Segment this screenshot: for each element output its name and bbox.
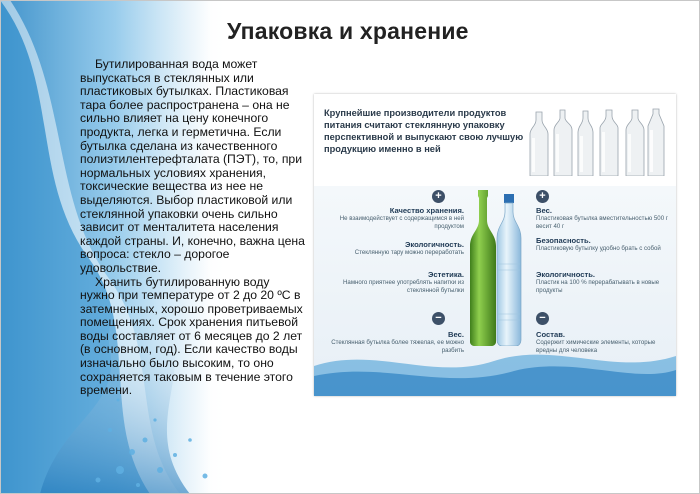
item-description: Содержит химические элементы, которые вредны для человека	[536, 339, 656, 354]
infographic-header: Крупнейшие производители продуктов питания считают стеклянную упаковку перспективной и выпускают свою лучшую продукцию именно в ней	[324, 108, 524, 154]
paragraph-packaging: Бутилированная вода может выпускаться в стеклянных или пластиковых бутылках. Пластиковая тара более распространена – она не сильно влияет на цену конечного продукта, легка и герметична. Если бутылка сделана из качественного полиэтилентерефталата (ПЭТ), то, при нормальных условиях хранения, токсические вещества из нее не выделяются. Выбор пластиковой или стеклянной упаковки очень сильно зависит от менталитета населения каждой страны. И, конечно, важна цена вопроса: стекло – дорогое удовольствие.	[80, 57, 305, 275]
item-title: Безопасность.	[536, 236, 591, 245]
plastic-bottle-image	[496, 194, 522, 346]
glass-cons-item	[314, 330, 464, 355]
item-title: Вес.	[536, 206, 552, 215]
item-title: Экологичность.	[405, 240, 464, 249]
glass-bottles-image	[522, 108, 672, 176]
glass-bottle-image	[469, 190, 497, 346]
glass-pros-item	[314, 240, 464, 257]
slide-title: Упаковка и хранение	[227, 18, 469, 44]
plastic-pros-item	[536, 236, 672, 253]
item-description: Не взаимодействует с содержащимся в ней продуктом	[339, 215, 464, 230]
item-title: Качество хранения.	[389, 206, 464, 215]
item-description: Пластиковую бутылку удобно брать с собой	[536, 245, 661, 252]
slide-body-text	[80, 58, 305, 398]
glass-pros-item	[314, 206, 464, 231]
infographic-comparison	[314, 186, 676, 396]
packaging-infographic	[314, 94, 676, 396]
infographic-header-area	[314, 94, 676, 186]
item-description: Стеклянную тару можно переработать	[354, 249, 464, 256]
item-description: Стеклянная бутылка более тяжелая, ее можно разбить	[331, 339, 464, 354]
glass-pros-item	[314, 270, 464, 295]
plus-icon: +	[536, 190, 549, 203]
item-title: Вес.	[448, 330, 464, 339]
minus-icon: −	[536, 312, 549, 325]
item-title: Эстетика.	[428, 270, 464, 279]
minus-icon: −	[432, 312, 445, 325]
item-title: Экологичность.	[536, 270, 595, 279]
item-title: Состав.	[536, 330, 565, 339]
plastic-pros-item	[536, 270, 672, 295]
item-description: Намного приятнее употреблять напитки из стеклянной бутылки	[343, 279, 464, 294]
plastic-cons-item	[536, 330, 672, 355]
plus-icon: +	[432, 190, 445, 203]
item-description: Пластик на 100 % перерабатывать в новые продукты	[536, 279, 660, 294]
plastic-pros-item	[536, 206, 672, 231]
paragraph-storage: Хранить бутилированную воду нужно при температуре от 2 до 20 ºС в затемненных, хорошо проветриваемых помещениях. Срок хранения питьевой воды составляет от 6 месяцев до 2 лет (в основном, год). Если качество воды изначально было высоким, то оно сохраняется таковым в течение этого времени.	[80, 274, 303, 398]
item-description: Пластиковая бутылка вместительностью 500 г весит 40 г	[536, 215, 668, 230]
